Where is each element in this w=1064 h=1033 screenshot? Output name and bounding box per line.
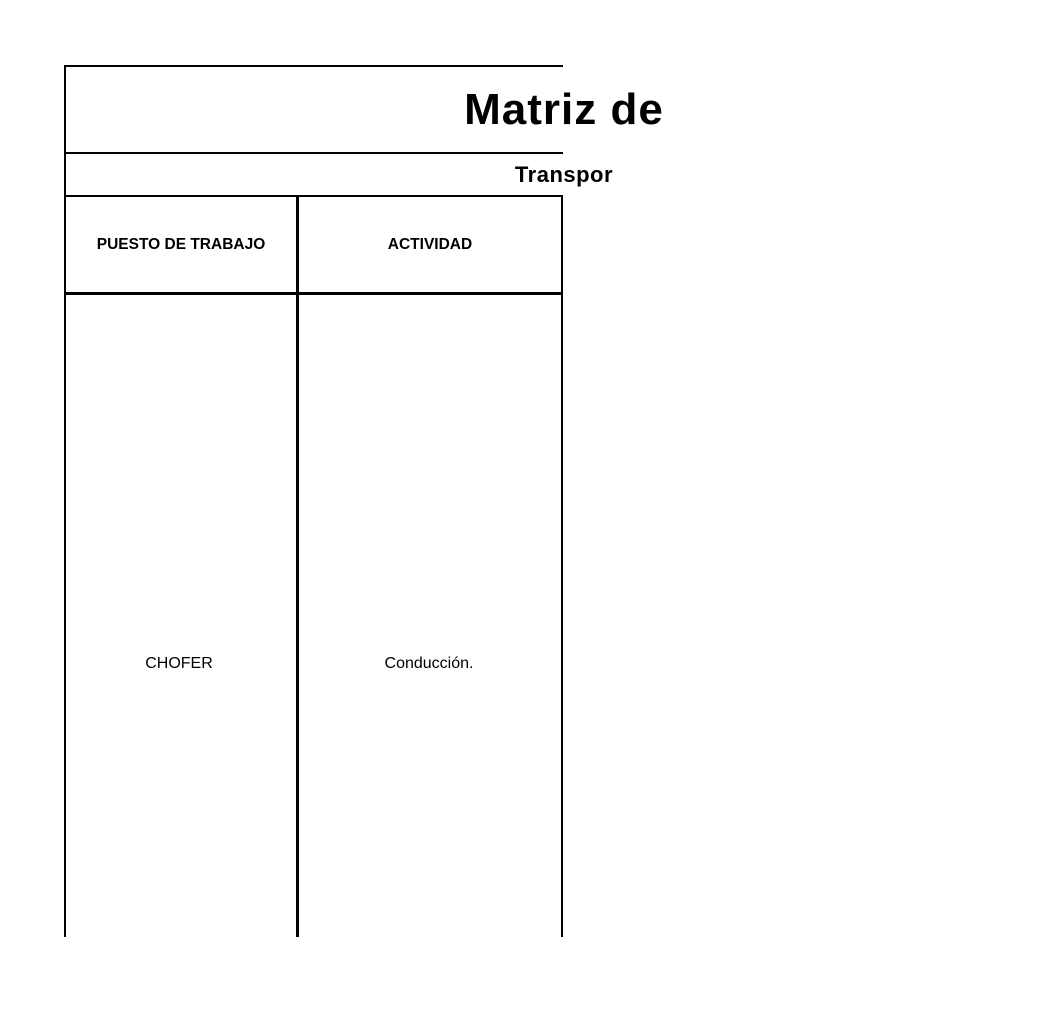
header-actividad: ACTIVIDAD	[387, 236, 473, 253]
cell-actividad: Conducción.	[384, 655, 474, 672]
document-title: Matriz de	[464, 84, 664, 134]
title-row-divider	[64, 152, 563, 154]
column-divider-1	[296, 195, 299, 937]
cell-puesto: CHOFER	[145, 655, 213, 672]
header-puesto-de-trabajo: PUESTO DE TRABAJO	[96, 236, 266, 253]
table-top-border	[64, 65, 563, 67]
subtitle-row-divider	[64, 195, 563, 197]
document-subtitle: Transpor	[514, 162, 614, 187]
column-divider-2	[561, 195, 563, 937]
header-row-divider	[64, 292, 563, 295]
